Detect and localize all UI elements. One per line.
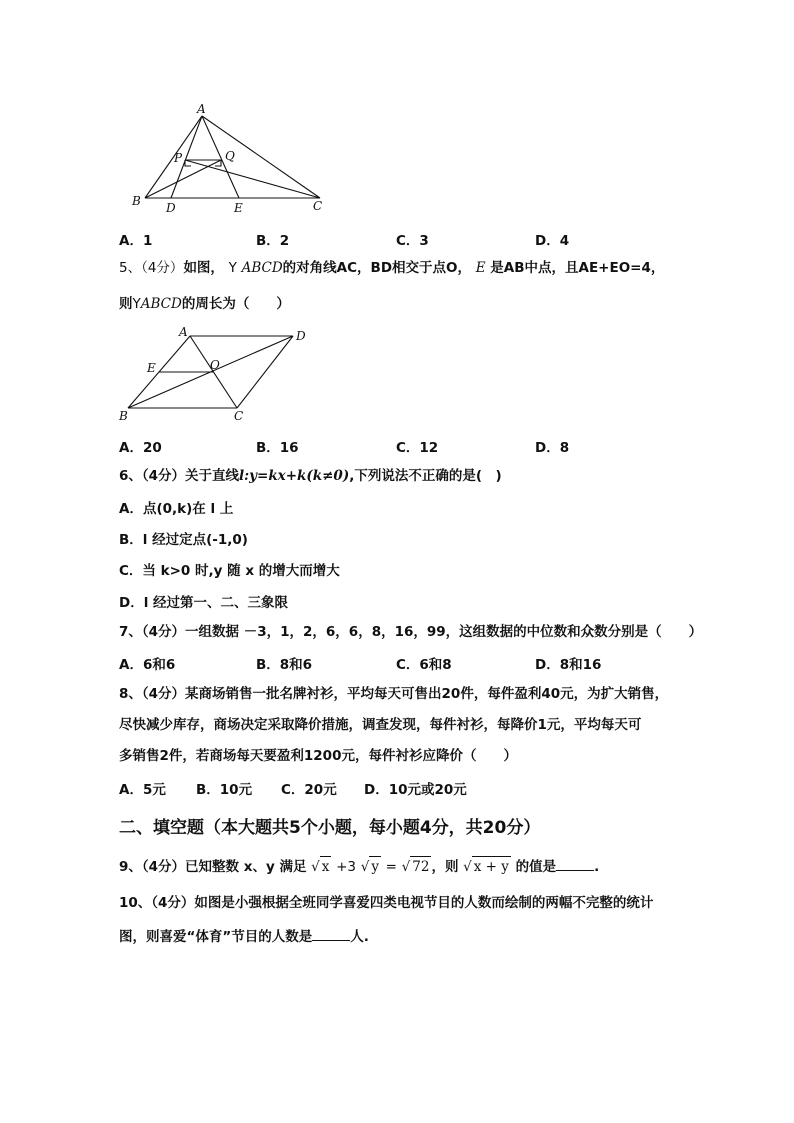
q6-equation: l:y=kx+k(k≠0) bbox=[239, 468, 350, 484]
q5-number: 5、 bbox=[119, 260, 142, 276]
label-d: D bbox=[166, 201, 176, 215]
q4-option-b[interactable]: B．2 bbox=[256, 233, 290, 249]
q10-line2-suffix: 人. bbox=[350, 929, 369, 945]
q9-suffix: 的值是 bbox=[515, 859, 557, 875]
q5-line2-end: 的周长为（ ） bbox=[181, 296, 290, 312]
q9-mid: ，则 bbox=[431, 859, 459, 875]
q5-stem-line1 bbox=[119, 258, 664, 278]
q9-radical-x: x bbox=[320, 856, 332, 877]
triangle-figure-q4 bbox=[125, 100, 340, 215]
q8-option-d[interactable]: D．10元或20元 bbox=[364, 782, 467, 798]
q9-radical-xy: x + y bbox=[472, 856, 511, 877]
q5-option-c[interactable]: C．12 bbox=[396, 440, 439, 456]
q7-option-b[interactable]: B．8和6 bbox=[256, 657, 313, 673]
q10-stem-line2 bbox=[119, 926, 369, 947]
label-e: E bbox=[234, 201, 243, 215]
q8-stem-line1: 8、（4分）某商场销售一批名牌衬衫，平均每天可售出20件，每件盈利40元，为扩大销售， bbox=[119, 686, 669, 702]
parallelogram-figure-q5 bbox=[115, 322, 315, 422]
label-o: O bbox=[210, 358, 220, 372]
q5-prefix: 如图， bbox=[183, 260, 224, 276]
q5-option-b[interactable]: B．16 bbox=[256, 440, 299, 456]
label-b: B bbox=[119, 409, 128, 422]
label-a: A bbox=[197, 102, 206, 116]
q10-line2-prefix: 图，则喜爱“体育”节目的人数是 bbox=[119, 929, 313, 945]
q6-option-c[interactable]: C．当 k>0 时,y 随 x 的增大而增大 bbox=[119, 563, 340, 579]
q5-end: 是AB中点，且AE+EO=4， bbox=[490, 260, 665, 276]
label-c: C bbox=[234, 409, 244, 422]
label-a: A bbox=[179, 325, 188, 339]
q8-stem-line3: 多销售2件，若商场每天要盈利1200元，每件衬衫应降价（ ） bbox=[119, 748, 517, 764]
q6-stem-text: 6、（4分）关于直线 bbox=[119, 468, 240, 484]
q9-prefix: 9、（4分）已知整数 x、y 满足 bbox=[119, 859, 307, 875]
section-2-title: 二、填空题（本大题共5个小题，每小题4分，共20分） bbox=[119, 818, 541, 838]
label-p: P bbox=[174, 151, 183, 165]
q8-option-a[interactable]: A．5元 bbox=[119, 782, 166, 798]
q5-option-d[interactable]: D．8 bbox=[535, 440, 570, 456]
q7-option-d[interactable]: D．8和16 bbox=[535, 657, 602, 673]
q4-option-c[interactable]: C．3 bbox=[396, 233, 429, 249]
q9-radical-y: y bbox=[369, 856, 381, 877]
parallelogram-symbol: Y bbox=[228, 260, 237, 276]
q4-option-d[interactable]: D．4 bbox=[535, 233, 570, 249]
q5-stem-line2 bbox=[119, 294, 290, 314]
q9-plus: +3 bbox=[336, 859, 356, 875]
q7-option-a[interactable]: A．6和6 bbox=[119, 657, 176, 673]
q8-stem-line2: 尽快减少库存，商场决定采取降价措施，调查发现，每件衬衫，每降价1元，平均每天可 bbox=[119, 717, 642, 733]
label-c: C bbox=[313, 199, 323, 213]
q5-abcd: ABCD bbox=[241, 260, 283, 276]
label-e: E bbox=[147, 361, 156, 375]
label-d: D bbox=[296, 329, 306, 343]
q9-answer-blank[interactable] bbox=[556, 856, 594, 871]
q5-score: （4分） bbox=[141, 260, 184, 276]
q5-line2-prefix: 则 bbox=[119, 296, 133, 312]
label-b: B bbox=[132, 194, 141, 208]
q5-mid: 的对角线AC，BD相交于点O， bbox=[282, 260, 471, 276]
q7-stem: 7、（4分）一组数据 －3，1，2，6，6，8，16，99，这组数据的中位数和众数分别是（ ） bbox=[119, 624, 703, 640]
q10-stem-line1: 10、（4分）如图是小强根据全班同学喜爱四类电视节目的人数而绘制的两幅不完整的统计 bbox=[119, 895, 654, 911]
q8-option-b[interactable]: B．10元 bbox=[196, 782, 253, 798]
label-q: Q bbox=[225, 149, 235, 163]
q6-stem-end: ,下列说法不正确的是( ) bbox=[349, 468, 502, 484]
segment-pc bbox=[185, 160, 320, 198]
side-dc bbox=[237, 336, 293, 408]
q9-stem: 9、（4分）已知整数 x、y 满足 √ x +3 √ y = √ 72 ，则 √ x + y 的值是 . bbox=[119, 856, 599, 877]
q8-option-c[interactable]: C．20元 bbox=[281, 782, 337, 798]
parallelogram-symbol-2: Y bbox=[132, 296, 141, 312]
q6-option-d[interactable]: D．l 经过第一、二、三象限 bbox=[119, 595, 289, 611]
q9-radical-72: 72 bbox=[410, 856, 431, 877]
q6-option-a[interactable]: A．点(0,k)在 l 上 bbox=[119, 501, 234, 517]
q5-e-var: E bbox=[475, 260, 486, 276]
q9-equals: = bbox=[385, 859, 397, 875]
q6-option-b[interactable]: B．l 经过定点(-1,0) bbox=[119, 532, 248, 548]
q10-answer-blank[interactable] bbox=[312, 926, 350, 941]
q6-stem bbox=[119, 466, 502, 486]
side-ac bbox=[202, 116, 320, 198]
q5-abcd-2: ABCD bbox=[140, 296, 182, 312]
q4-option-a[interactable]: A．1 bbox=[119, 233, 153, 249]
q5-option-a[interactable]: A．20 bbox=[119, 440, 162, 456]
q9-end: . bbox=[594, 859, 600, 875]
q7-option-c[interactable]: C．6和8 bbox=[396, 657, 452, 673]
